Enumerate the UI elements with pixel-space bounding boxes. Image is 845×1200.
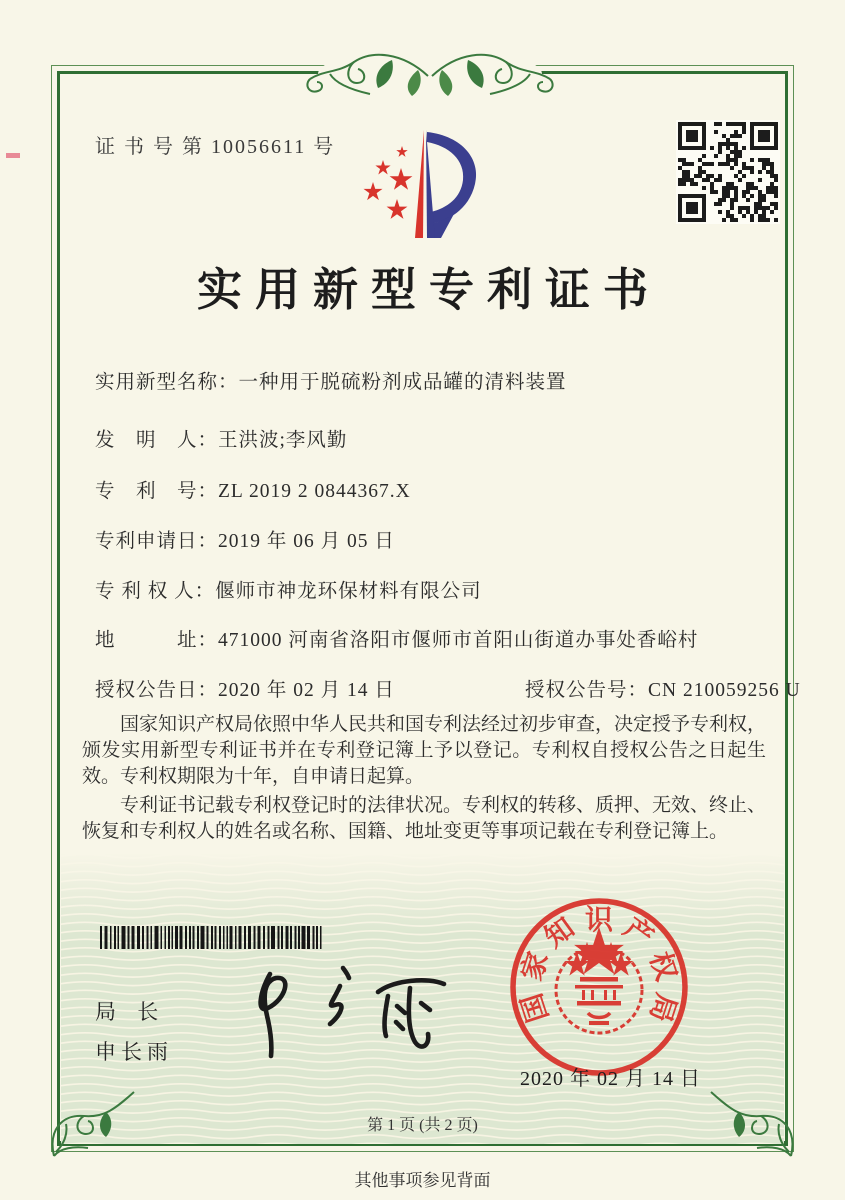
field-label: 专 利 号： (95, 481, 219, 502)
field-row-filing-date (95, 525, 755, 553)
national-emblem-icon (556, 943, 642, 1033)
grant-number-value: CN 210059256 U (648, 680, 801, 701)
field-row-name (95, 366, 755, 394)
grant-number-group (525, 674, 801, 702)
seal-char: 国 (516, 989, 555, 1026)
grant-date-value: 2020 年 02 月 14 日 (218, 680, 395, 701)
field-value: 偃师市神龙环保材料有限公司 (215, 581, 482, 602)
certificate-number: 证 书 号 第 10056611 号 (95, 136, 336, 158)
field-label: 发 明 人： (95, 430, 219, 451)
field-row-patent-number (95, 475, 755, 503)
legal-paragraph-1: 国家知识产权局依照中华人民共和国专利法经过初步审查，决定授予专利权，颁发实用新型专利证书并在专利登记簿上予以登记。专利权自授权公告之日起生效。专利权期限为十年，自申请日起算。 (82, 714, 767, 787)
field-label: 实用新型名称： (95, 372, 239, 393)
field-value: 王洪波;李风勤 (218, 430, 348, 451)
field-row-patentee (95, 575, 755, 603)
grant-number-label: 授权公告号： (525, 680, 649, 701)
barcode (100, 926, 326, 950)
field-row-grant (95, 674, 801, 702)
seal-char: 识 (584, 905, 614, 936)
grant-date-label: 授权公告日： (95, 680, 219, 701)
qr-code (676, 120, 780, 224)
seal-char: 家 (516, 948, 555, 985)
legal-text (82, 712, 766, 845)
seal-char: 知 (539, 912, 581, 954)
cnipa-logo-icon (345, 126, 485, 244)
field-row-inventors (95, 424, 755, 452)
field-label: 地 址： (95, 630, 219, 651)
field-label: 专 利 权 人： (95, 581, 216, 602)
official-seal (505, 893, 695, 1083)
page-number: 第 1 页 (共 2 页) (367, 1117, 478, 1134)
legal-paragraph-2: 专利证书记载专利权登记时的法律状况。专利权的转移、质押、无效、终止、恢复和专利权人的姓名或名称、国籍、地址变更等事项记载在专利登记簿上。 (82, 795, 767, 842)
seal-char: 产 (617, 912, 659, 954)
field-value: 一种用于脱硫粉剂成品罐的清料装置 (238, 372, 567, 393)
certificate-title: 实用新型专利证书 (196, 265, 661, 315)
field-value: 471000 河南省洛阳市偃师市首阳山街道办事处香峪村 (218, 630, 699, 651)
director-signature (222, 948, 482, 1072)
registration-mark (6, 153, 20, 158)
field-value: ZL 2019 2 0844367.X (218, 481, 411, 502)
field-value: 2019 年 06 月 05 日 (218, 531, 395, 552)
director-title: 局 长 (95, 1000, 167, 1024)
seal-char: 局 (643, 989, 682, 1026)
field-label: 专利申请日： (95, 531, 219, 552)
field-row-address (95, 624, 755, 652)
back-side-note: 其他事项参见背面 (354, 1171, 491, 1190)
seal-char: 权 (643, 948, 682, 985)
director-name: 申长雨 (95, 1040, 173, 1064)
seal-date: 2020 年 02 月 14 日 (520, 1068, 701, 1090)
